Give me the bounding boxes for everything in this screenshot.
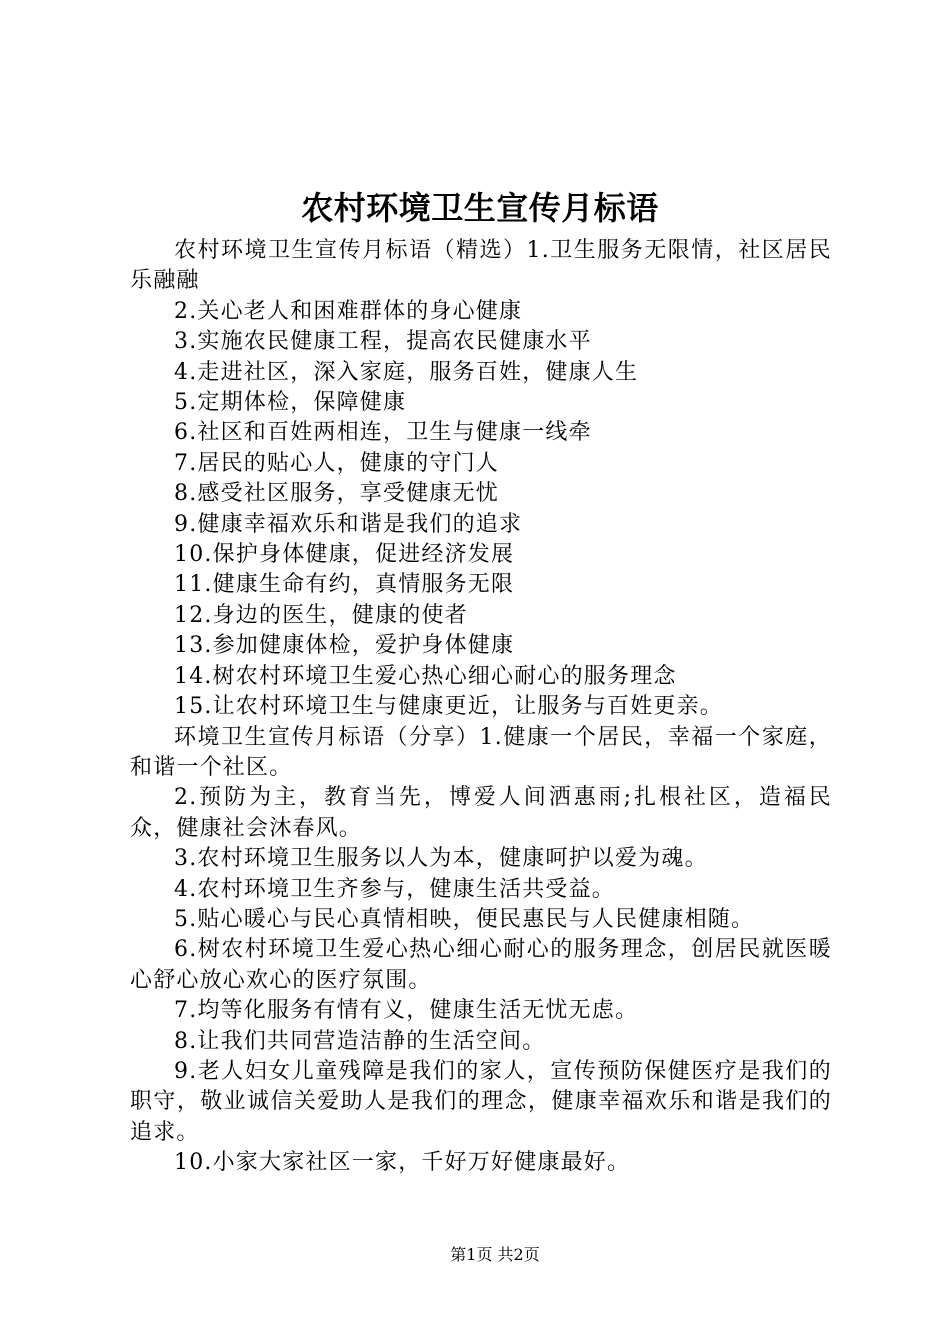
paragraph: 8.感受社区服务，享受健康无忧 bbox=[174, 481, 499, 507]
page-number: 第1页 共2页 bbox=[450, 1245, 540, 1264]
paragraph: 4.走进社区，深入家庭，服务百姓，健康人生 bbox=[174, 359, 639, 385]
paragraph: 3.实施农民健康工程，提高农民健康水平 bbox=[174, 329, 592, 355]
paragraph: 2.关心老人和困难群体的身心健康 bbox=[174, 298, 523, 324]
paragraph: 7.均等化服务有情有义，健康生活无忧无虑。 bbox=[174, 998, 639, 1024]
paragraph: 6.社区和百姓两相连，卫生与健康一线牵 bbox=[174, 420, 592, 446]
document-body bbox=[130, 236, 832, 1179]
paragraph: 11.健康生命有约，真情服务无限 bbox=[174, 572, 515, 598]
paragraph: 2.预防为主，教育当先，博爱人间洒惠雨;扎根社区，造福民众，健康社会沐春风。 bbox=[130, 785, 832, 841]
paragraph: 5.定期体检，保障健康 bbox=[174, 390, 407, 416]
paragraph: 6.树农村环境卫生爱心热心细心耐心的服务理念，创居民就医暖心舒心放心欢心的医疗氛围。 bbox=[130, 937, 832, 993]
paragraph: 农村环境卫生宣传月标语（精选）1.卫生服务无限情，社区居民乐融融 bbox=[130, 238, 832, 294]
paragraph: 5.贴心暖心与民心真情相映，便民惠民与人民健康相随。 bbox=[174, 906, 755, 932]
paragraph: 环境卫生宣传月标语（分享）1.健康一个居民，幸福一个家庭，和谐一个社区。 bbox=[130, 724, 832, 780]
paragraph: 13.参加健康体检，爱护身体健康 bbox=[174, 633, 515, 659]
paragraph: 9.老人妇女儿童残障是我们的家人，宣传预防保健医疗是我们的职守，敬业诚信关爱助人是我们的理念，健康幸福欢乐和谐是我们的追求。 bbox=[130, 1058, 832, 1145]
paragraph: 14.树农村环境卫生爱心热心细心耐心的服务理念 bbox=[174, 663, 677, 689]
paragraph: 9.健康幸福欢乐和谐是我们的追求 bbox=[174, 511, 523, 537]
paragraph: 8.让我们共同营造洁静的生活空间。 bbox=[174, 1028, 546, 1054]
paragraph: 10.小家大家社区一家，千好万好健康最好。 bbox=[174, 1150, 631, 1176]
paragraph: 4.农村环境卫生齐参与，健康生活共受益。 bbox=[174, 876, 615, 902]
document-title: 农村环境卫生宣传月标语 bbox=[301, 189, 659, 227]
paragraph: 7.居民的贴心人，健康的守门人 bbox=[174, 450, 499, 476]
paragraph: 3.农村环境卫生服务以人为本，健康呵护以爱为魂。 bbox=[174, 846, 708, 872]
paragraph: 12.身边的医生，健康的使者 bbox=[174, 602, 468, 628]
paragraph: 15.让农村环境卫生与健康更近，让服务与百姓更亲。 bbox=[174, 694, 723, 720]
paragraph: 10.保护身体健康，促进经济发展 bbox=[174, 542, 515, 568]
